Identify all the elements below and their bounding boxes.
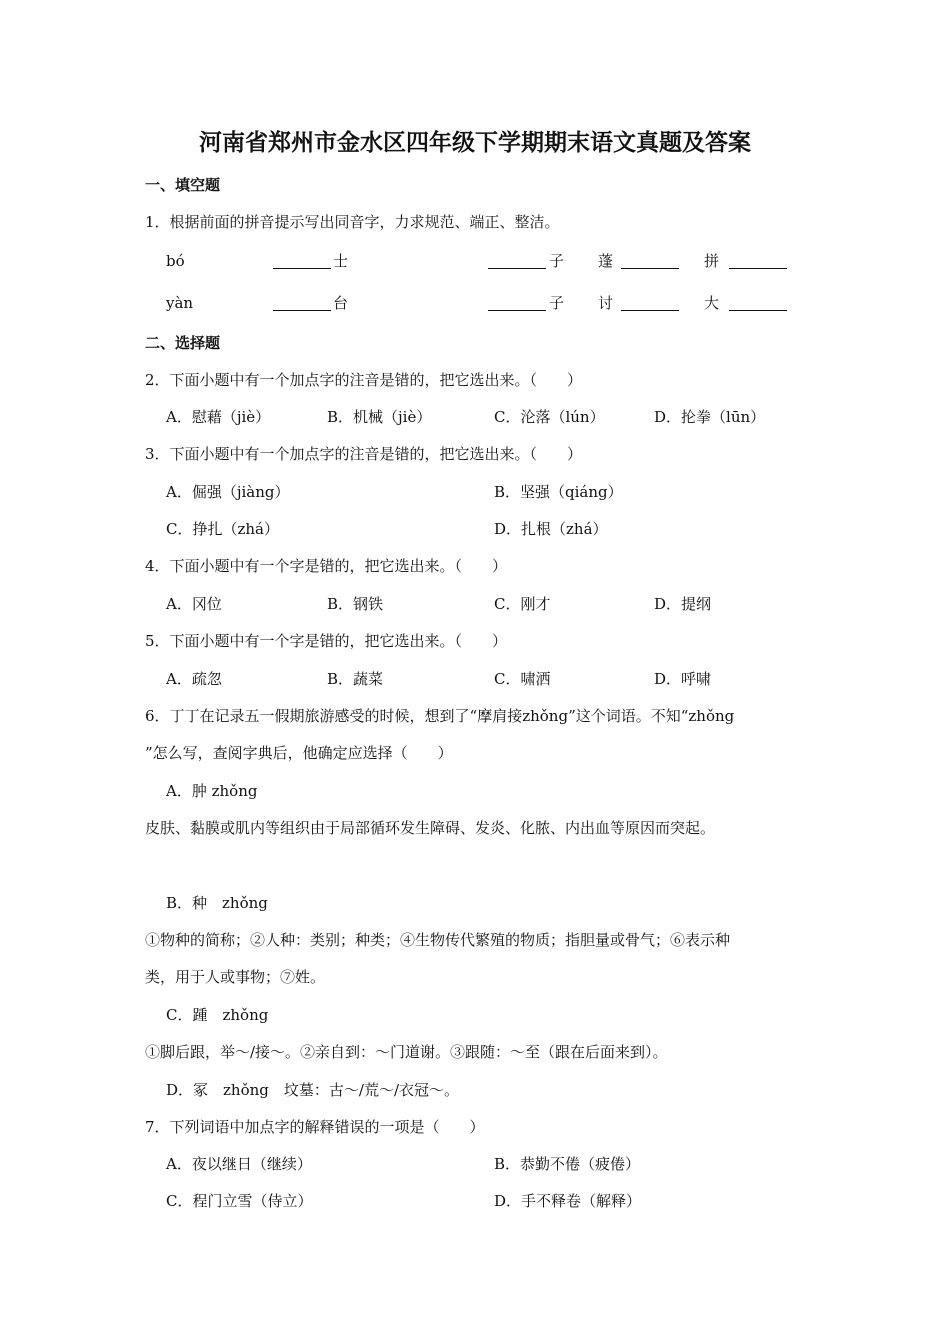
option-c[interactable]: C．啸洒: [494, 670, 551, 688]
answer-blank[interactable]: [273, 268, 331, 269]
option-d[interactable]: D．手不释卷（解释）: [494, 1192, 642, 1210]
question-1-stem: 1．根据前面的拼音提示写出同音字，力求规范、端正、整洁。: [145, 213, 560, 231]
pinyin-yan: yàn: [166, 294, 194, 312]
question-4-stem: 4．下面小题中有一个字是错的，把它选出来。（ ）: [145, 557, 508, 575]
question-6-stem: 6．丁丁在记录五一假期旅游感受的时候，想到了“摩肩接zhǒng”这个词语。不知“zhǒng: [145, 707, 735, 725]
option-c-definition: ①脚后跟，举～/接～。②亲自到：～门道谢。③跟随：～至（跟在后面来到）。: [145, 1043, 668, 1061]
option-b-definition: ①物种的简称；②人种：类别；种类；④生物传代繁殖的物质；指胆量或骨气；⑥表示种: [145, 931, 731, 949]
option-b[interactable]: B．恭勤不倦（疲倦）: [494, 1155, 641, 1173]
answer-blank[interactable]: [488, 268, 546, 269]
option-b[interactable]: B．蔬菜: [327, 670, 384, 688]
option-d[interactable]: D．提纲: [654, 595, 712, 613]
option-b[interactable]: B．钢铁: [327, 595, 384, 613]
option-d[interactable]: D．抡拳（lūn）: [654, 408, 766, 426]
option-b-definition-cont: 类，用于人或事物；⑦姓。: [145, 968, 326, 986]
section-heading-fill: 一、填空题: [145, 176, 221, 194]
option-c[interactable]: C．挣扎（zhá）: [166, 520, 279, 538]
answer-blank[interactable]: [729, 268, 787, 269]
word-hint: 士: [333, 252, 349, 270]
pinyin-bo: bó: [166, 252, 185, 270]
answer-blank[interactable]: [488, 310, 546, 311]
question-6-stem-cont: ”怎么写，查阅字典后，他确定应选择（ ）: [145, 744, 453, 762]
option-b[interactable]: B．机械（jiè）: [327, 408, 432, 426]
option-a[interactable]: A．疏忽: [166, 670, 222, 688]
option-a[interactable]: A．倔强（jiàng）: [166, 483, 290, 501]
option-a[interactable]: A．慰藉（jiè）: [166, 408, 271, 426]
option-a[interactable]: A．肿 zhǒng: [166, 782, 258, 800]
answer-blank[interactable]: [729, 310, 787, 311]
option-b[interactable]: B．种 zhǒng: [166, 894, 268, 912]
word-hint: 子: [549, 294, 565, 312]
section-heading-choice: 二、选择题: [145, 334, 221, 352]
option-d[interactable]: D．扎根（zhá）: [494, 520, 608, 538]
option-d[interactable]: D．呼啸: [654, 670, 712, 688]
page-title: 河南省郑州市金水区四年级下学期期末语文真题及答案: [199, 130, 751, 156]
option-c[interactable]: C．程门立雪（侍立）: [166, 1192, 313, 1210]
option-c[interactable]: C．踵 zhǒng: [166, 1006, 269, 1024]
word-hint: 蓬: [598, 252, 614, 270]
word-hint: 子: [549, 252, 565, 270]
word-hint: 拼: [704, 252, 720, 270]
option-d[interactable]: D．冢 zhǒng 坟墓：古～/荒～/衣冠～。: [166, 1081, 459, 1099]
question-3-stem: 3．下面小题中有一个加点字的注音是错的，把它选出来。（ ）: [145, 445, 583, 463]
option-c[interactable]: C．沦落（lún）: [494, 408, 605, 426]
question-2-stem: 2．下面小题中有一个加点字的注音是错的，把它选出来。（ ）: [145, 371, 583, 389]
answer-blank[interactable]: [621, 268, 679, 269]
option-a[interactable]: A．夜以继日（继续）: [166, 1155, 312, 1173]
answer-blank[interactable]: [621, 310, 679, 311]
word-hint: 讨: [598, 294, 614, 312]
word-hint: 大: [704, 294, 720, 312]
option-b[interactable]: B．坚强（qiáng）: [494, 483, 623, 501]
option-a[interactable]: A．冈位: [166, 595, 222, 613]
word-hint: 台: [333, 294, 349, 312]
option-c[interactable]: C．刚才: [494, 595, 551, 613]
answer-blank[interactable]: [273, 310, 331, 311]
question-7-stem: 7．下列词语中加点字的解释错误的一项是（ ）: [145, 1118, 485, 1136]
question-5-stem: 5．下面小题中有一个字是错的，把它选出来。（ ）: [145, 632, 508, 650]
option-a-definition: 皮肤、黏膜或肌内等组织由于局部循环发生障碍、发炎、化脓、内出血等原因而突起。: [145, 819, 716, 837]
